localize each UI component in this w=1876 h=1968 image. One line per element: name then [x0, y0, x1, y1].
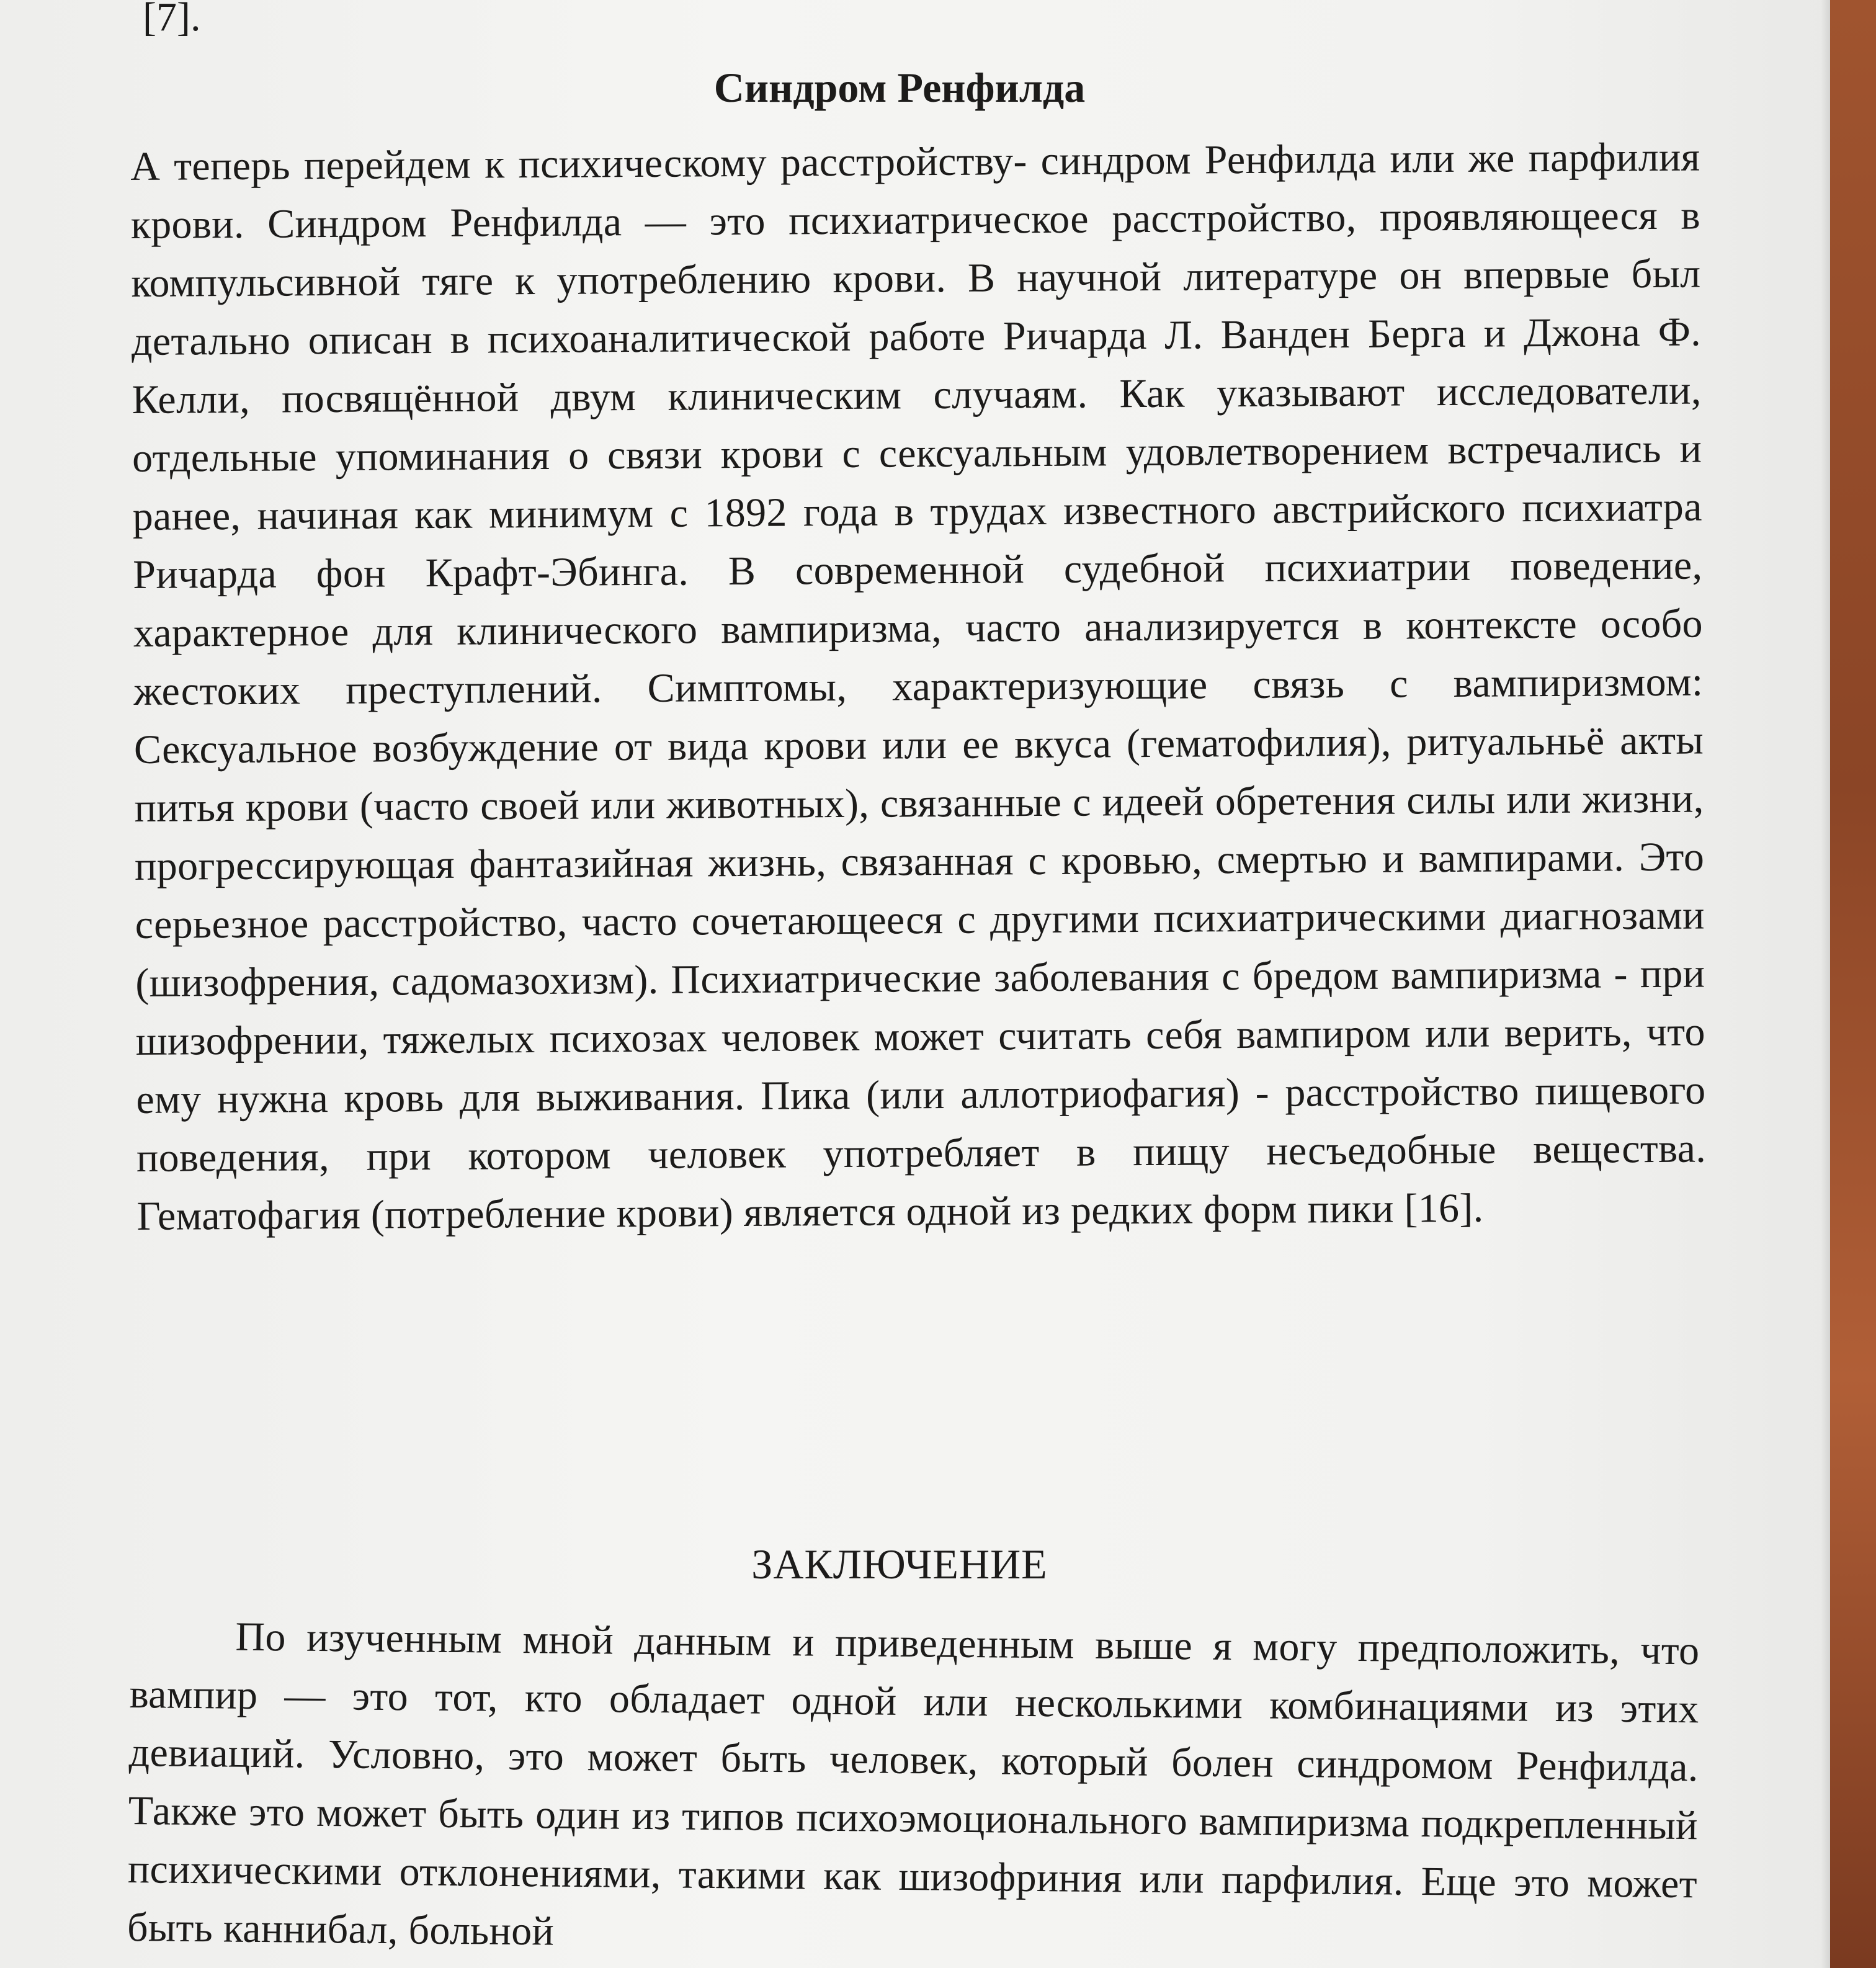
body-paragraph-conclusion: По изученным мной данным и приведенным выше я могу предположить, что вампир — это тот, кто обладает одной или несколькими комбинациями из этих девиаций. Условно, это может быть человек, который болен синдромом Ренфилда. Также это может быть один из типов психоэмоционального вампиризма подкрепленный психическими отклонениями, такими как шизофриния или парфилия. Еще это может быть каннибал, больной	[127, 1614, 1700, 1954]
wooden-desk-background	[1830, 0, 1876, 1968]
section-heading-renfield: Синдром Ренфилда	[713, 64, 1086, 111]
page-edge-shadow	[1821, 0, 1830, 1968]
section-heading-conclusion: ЗАКЛЮЧЕНИЕ	[751, 1541, 1048, 1588]
citation-reference: [7].	[143, 0, 201, 40]
body-paragraph-renfield: А теперь перейдем к психическому расстройству- синдром Ренфилда или же парфилия крови. Синдром Ренфилда — это психиатрическое расстройство, проявляющееся в компульсивной тяге к употреблению крови. В научной литературе он впервые был детально описан в психоаналитической работе Ричарда Л. Ванден Берга и Джона Ф. Келли, посвящённой двум клиническим случаям. Как указывают исследователи, отдельные упоминания о связи крови с сексуальным удовлетворением встречались и ранее, начиная как минимум с 1892 года в трудах известного австрийского психиатра Ричарда фон Крафт-Эбинга. В современной судебной психиатрии поведение, характерное для клинического вампиризма, часто анализируется в контексте особо жестоких преступлений. Симптомы, характеризующие связь с вампиризмом: Сексуальное возбуждение от вида крови или ее вкуса (гематофилия), ритуальньё акты питья крови (часто своей или животных), связанные с идеей обретения силы или жизни, прогрессирующая фантазийная жизнь, связанная с кровью, смертью и вампирами. Это серьезное расстройство, часто сочетающееся с другими психиатрическими диагнозами (шизофрения, садомазохизм). Психиатрические заболевания с бредом вампиризма - при шизофрении, тяжелых психозах человек может считать себя вампиром или верить, что ему нужна кровь для выживания. Пика (или аллотриофагия) - расстройство пищевого поведения, при котором человек употребляет в пищу несъедобные вещества. Гематофагия (потребление крови) является одной из редких форм пики [16].	[130, 134, 1707, 1239]
